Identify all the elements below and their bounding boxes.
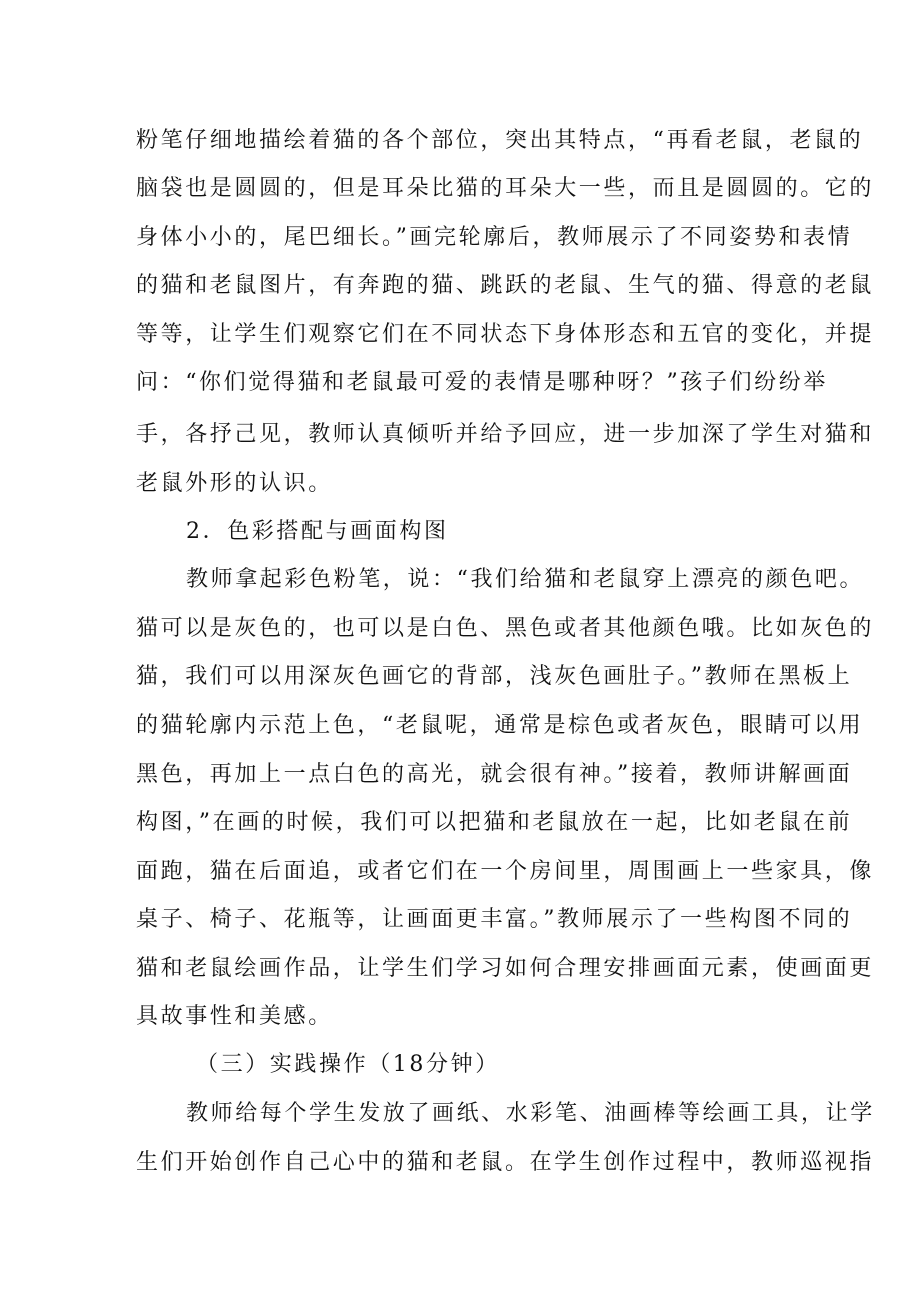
text-line: 猫，我们可以用深灰色画它的背部，浅灰色画肚子。”教师在黑板上 [136, 664, 853, 689]
text-line: 手，各抒己见，教师认真倾听并给予回应，进一步加深了学生对猫和 [136, 422, 875, 447]
text-line: 粉笔仔细地描绘着猫的各个部位，突出其特点，“再看老鼠，老鼠的 [136, 128, 864, 153]
text-line: 问：“你们觉得猫和老鼠最可爱的表情是哪种呀？”孩子们纷纷举 [136, 370, 828, 395]
text-line: 构图，”在画的时候，我们可以把猫和老鼠放在一起，比如老鼠在前 [136, 810, 853, 835]
text-line: 等等，让学生们观察它们在不同状态下身体形态和五官的变化，并提 [136, 322, 875, 347]
text-line: 老鼠外形的认识。 [136, 471, 333, 496]
text-line: 生们开始创作自己心中的猫和老鼠。在学生创作过程中，教师巡视指 [136, 1150, 875, 1175]
text-line: 黑色，再加上一点白色的高光，就会很有神。”接着，教师讲解画面 [136, 762, 853, 787]
text-line: 身体小小的，尾巴细长。”画完轮廓后，教师展示了不同姿势和表情 [136, 225, 853, 250]
text-line: 猫和老鼠绘画作品，让学生们学习如何合理安排画面元素，使画面更 [136, 956, 875, 981]
text-line: 猫可以是灰色的，也可以是白色、黑色或者其他颜色哦。比如灰色的 [136, 616, 875, 641]
section-heading: （三）实践操作（18分钟） [196, 1052, 500, 1077]
text-line: 的猫和老鼠图片，有奔跑的猫、跳跃的老鼠、生气的猫、得意的老鼠 [136, 273, 875, 298]
text-line: 面跑，猫在后面追，或者它们在一个房间里，周围画上一些家具，像 [136, 859, 875, 884]
text-line: 教师给每个学生发放了画纸、水彩笔、油画棒等绘画工具，让学 [186, 1101, 875, 1126]
subsection-heading: 2．色彩搭配与画面构图 [186, 519, 449, 544]
text-line: 具故事性和美感。 [136, 1004, 333, 1029]
text-line: 桌子、椅子、花瓶等，让画面更丰富。”教师展示了一些构图不同的 [136, 907, 853, 932]
text-line: 的猫轮廓内示范上色，“老鼠呢，通常是棕色或者灰色，眼睛可以用 [136, 713, 864, 738]
text-line: 脑袋也是圆圆的，但是耳朵比猫的耳朵大一些，而且是圆圆的。它的 [136, 176, 875, 201]
text-line: 教师拿起彩色粉笔，说：“我们给猫和老鼠穿上漂亮的颜色吧。 [186, 567, 865, 592]
